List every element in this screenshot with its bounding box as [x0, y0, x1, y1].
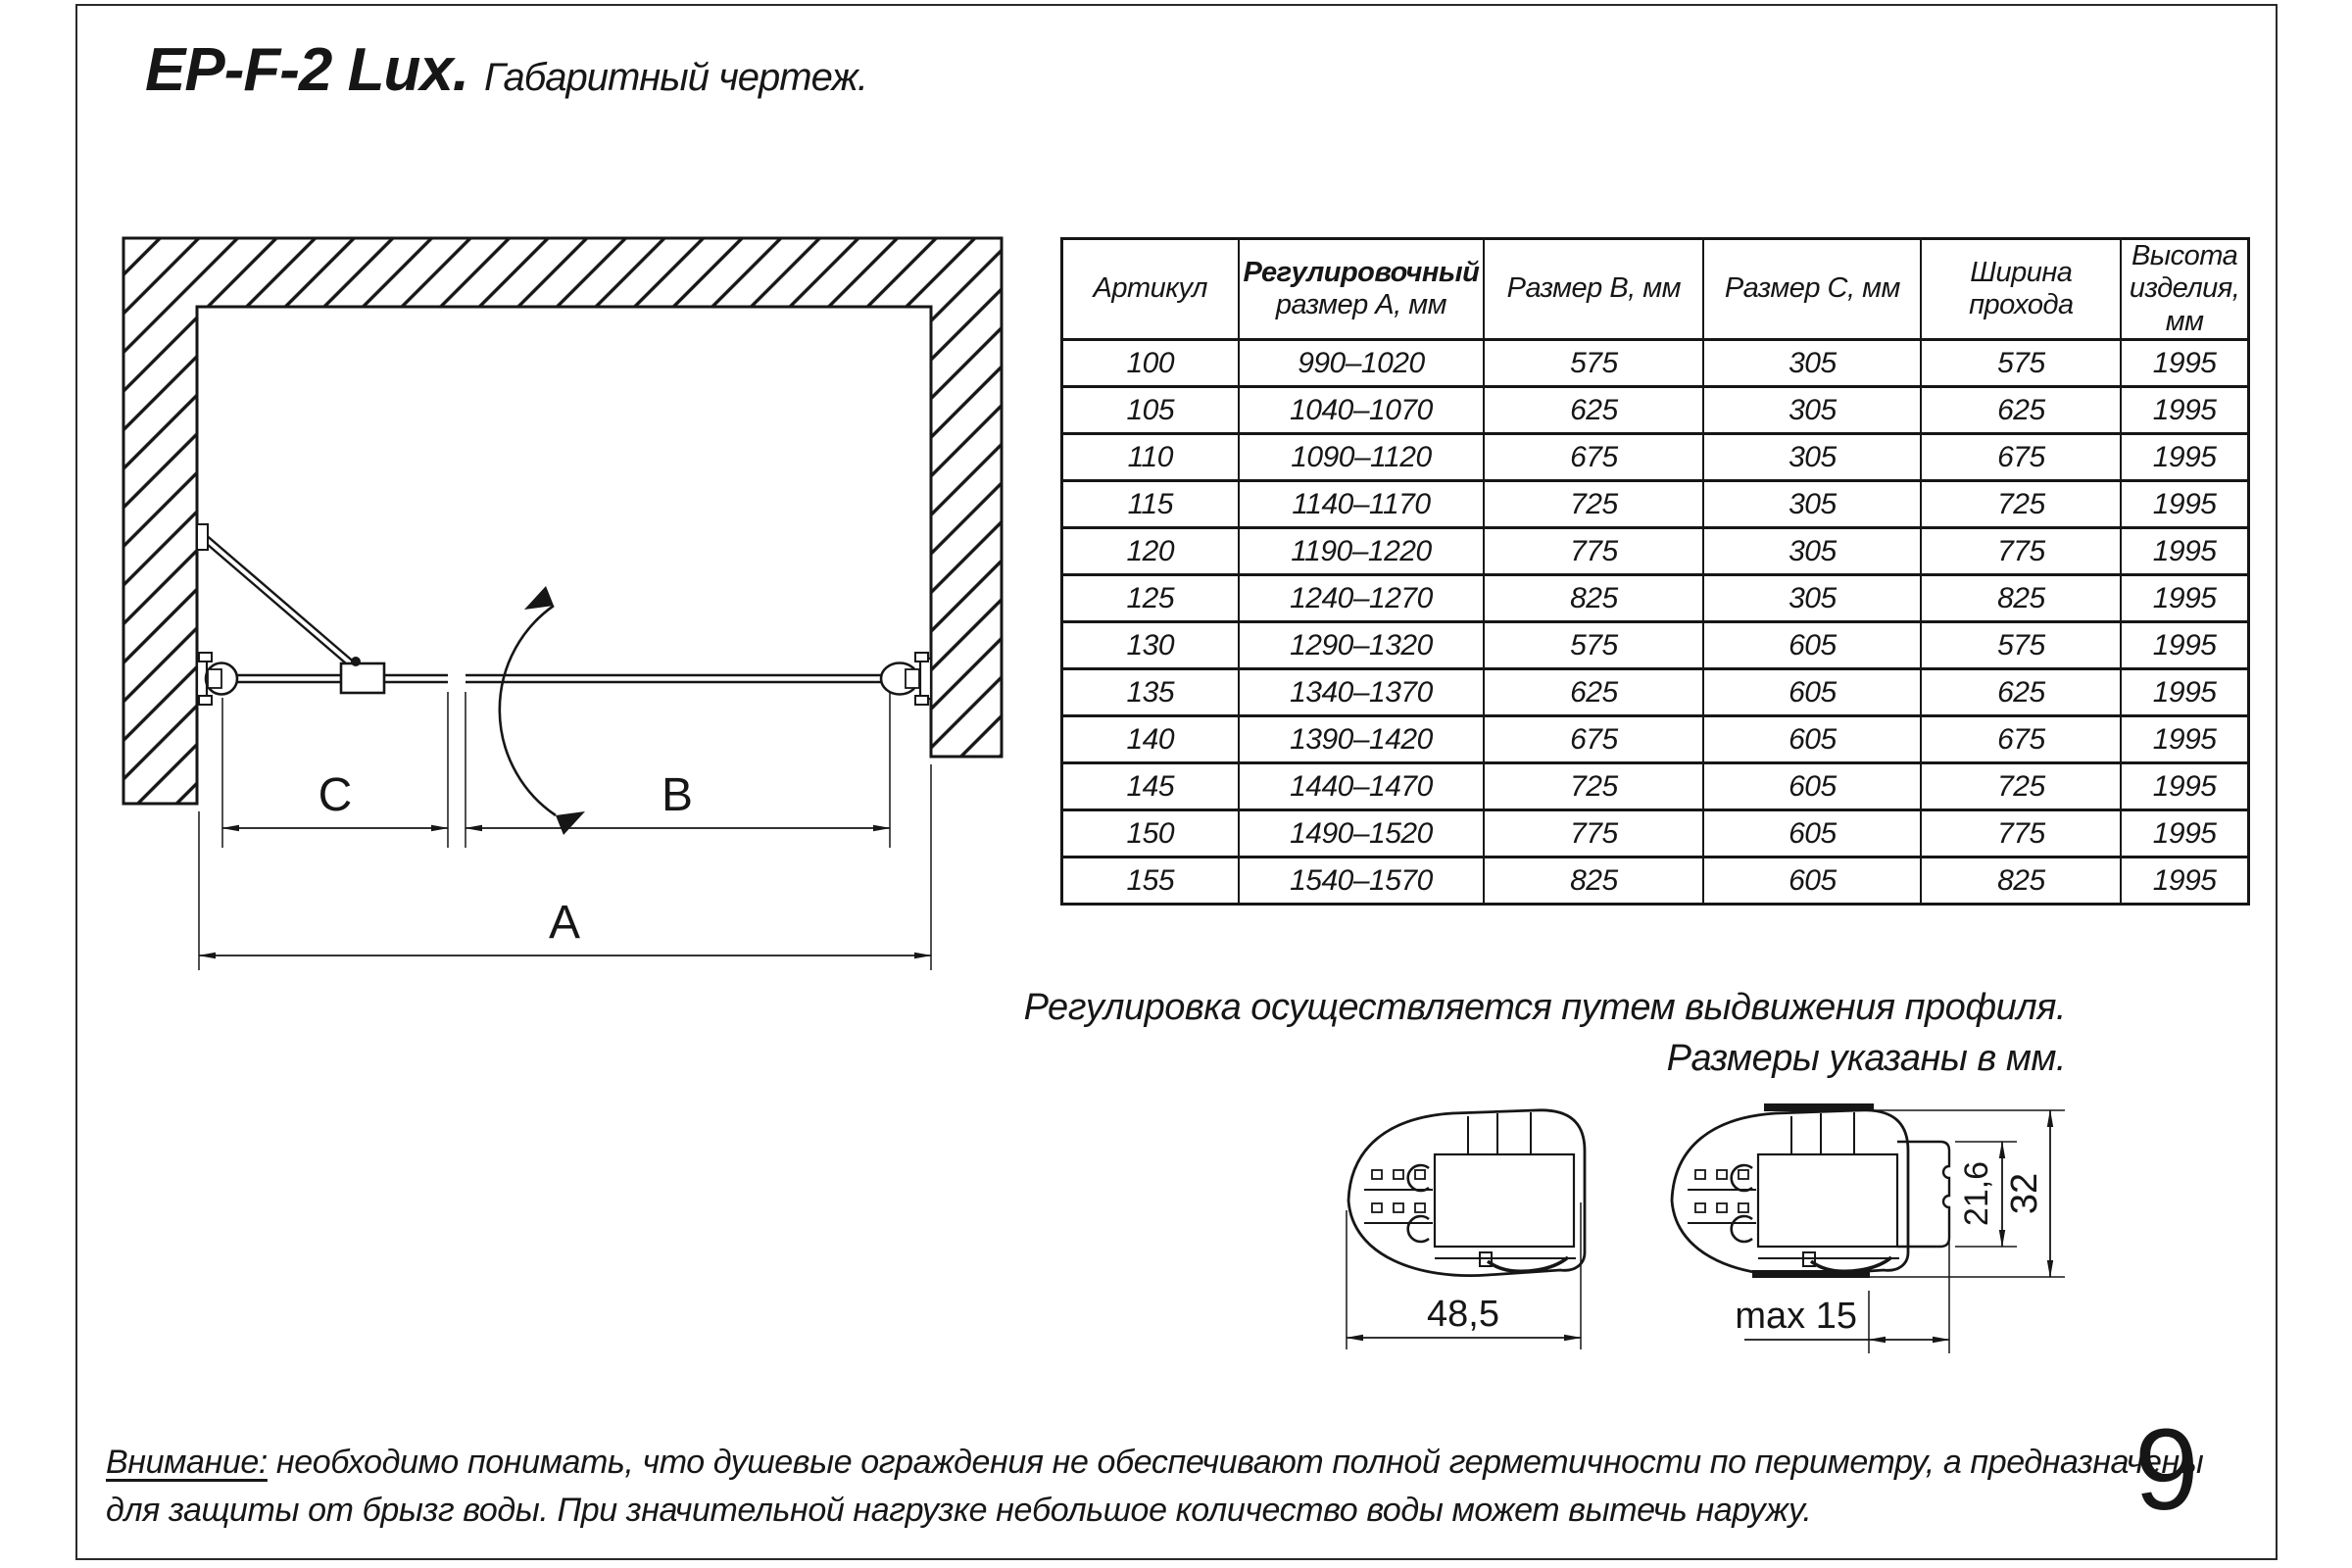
cell-article: 110 — [1062, 434, 1239, 481]
cell-passage: 575 — [1921, 340, 2121, 387]
cell-size-c: 605 — [1703, 858, 1921, 905]
cell-size-a: 1240–1270 — [1239, 575, 1485, 622]
title-subtitle: Габаритный чертеж. — [484, 56, 868, 99]
dim-label-b: B — [661, 769, 694, 821]
cell-passage: 625 — [1921, 387, 2121, 434]
pivot-block — [341, 657, 384, 693]
cell-size-a: 1490–1520 — [1239, 810, 1485, 858]
cell-size-b: 575 — [1484, 622, 1703, 669]
cell-article: 140 — [1062, 716, 1239, 763]
warning-line-1: Внимание: необходимо понимать, что душевые ограждения не обеспечивают полной герметичности по периметру, а предназначены — [106, 1444, 2204, 1481]
table-header-row — [1062, 239, 2249, 340]
cell-height: 1995 — [2121, 528, 2248, 575]
right-wall-bracket — [881, 653, 931, 705]
warning-text — [106, 1439, 2203, 1535]
wall-hatching — [123, 238, 1002, 804]
dim-label-21-6: 21,6 — [1958, 1160, 1995, 1227]
cell-article: 125 — [1062, 575, 1239, 622]
cell-height: 1995 — [2121, 340, 2248, 387]
cell-article: 155 — [1062, 858, 1239, 905]
cell-height: 1995 — [2121, 575, 2248, 622]
cell-size-b: 625 — [1484, 387, 1703, 434]
cell-size-a: 1140–1170 — [1239, 481, 1485, 528]
table-row — [1062, 481, 2249, 528]
cell-size-b: 825 — [1484, 575, 1703, 622]
cell-passage: 675 — [1921, 716, 2121, 763]
cell-size-b: 725 — [1484, 763, 1703, 810]
table-row — [1062, 810, 2249, 858]
note-line-2: Размеры указаны в мм. — [1666, 1038, 2066, 1079]
table-row — [1062, 716, 2249, 763]
dim-label-32: 32 — [2004, 1172, 2045, 1215]
cell-size-c: 305 — [1703, 340, 1921, 387]
cell-size-c: 605 — [1703, 669, 1921, 716]
table-row — [1062, 434, 2249, 481]
cell-article: 100 — [1062, 340, 1239, 387]
table-row — [1062, 340, 2249, 387]
table-row — [1062, 575, 2249, 622]
cell-size-a: 990–1020 — [1239, 340, 1485, 387]
table-row — [1062, 858, 2249, 905]
cell-height: 1995 — [2121, 387, 2248, 434]
cell-size-c: 605 — [1703, 622, 1921, 669]
warning-label: Внимание: — [106, 1444, 268, 1481]
cell-height: 1995 — [2121, 858, 2248, 905]
col-size-c: Размер С, мм — [1703, 239, 1921, 340]
table-row — [1062, 528, 2249, 575]
model-name: EP-F-2 Lux. — [145, 36, 469, 104]
cell-size-c: 605 — [1703, 810, 1921, 858]
door-swing-arc — [500, 586, 585, 835]
cell-passage: 825 — [1921, 858, 2121, 905]
profile-sections — [1323, 1073, 2107, 1367]
cell-passage: 775 — [1921, 528, 2121, 575]
cell-size-a: 1340–1370 — [1239, 669, 1485, 716]
page-title — [145, 35, 867, 105]
cell-size-c: 605 — [1703, 716, 1921, 763]
cell-size-b: 775 — [1484, 810, 1703, 858]
cell-size-a: 1090–1120 — [1239, 434, 1485, 481]
col-size-a: Регулировочный размер А, мм — [1239, 239, 1485, 340]
cell-passage: 625 — [1921, 669, 2121, 716]
cell-size-b: 575 — [1484, 340, 1703, 387]
cell-size-a: 1440–1470 — [1239, 763, 1485, 810]
col-height: Высота изделия, мм — [2121, 239, 2248, 340]
table-body — [1062, 340, 2249, 905]
cell-passage: 575 — [1921, 622, 2121, 669]
dim-label-max-15: max 15 — [1735, 1296, 1857, 1337]
cell-height: 1995 — [2121, 810, 2248, 858]
cell-size-c: 605 — [1703, 763, 1921, 810]
cell-passage: 725 — [1921, 481, 2121, 528]
table-row — [1062, 387, 2249, 434]
table-row — [1062, 763, 2249, 810]
cell-article: 130 — [1062, 622, 1239, 669]
profile-left — [1348, 1110, 1585, 1276]
cell-article: 115 — [1062, 481, 1239, 528]
cell-size-b: 725 — [1484, 481, 1703, 528]
cell-size-b: 675 — [1484, 434, 1703, 481]
cell-passage: 675 — [1921, 434, 2121, 481]
col-passage: Ширина прохода — [1921, 239, 2121, 340]
cell-height: 1995 — [2121, 622, 2248, 669]
cell-size-a: 1290–1320 — [1239, 622, 1485, 669]
cell-height: 1995 — [2121, 434, 2248, 481]
cell-size-c: 305 — [1703, 528, 1921, 575]
cell-size-c: 305 — [1703, 434, 1921, 481]
cell-passage: 825 — [1921, 575, 2121, 622]
note-line-1: Регулировка осуществляется путем выдвижения профиля. — [1023, 987, 2066, 1028]
glass-line — [229, 675, 894, 682]
dimension-drawing — [98, 216, 1029, 980]
cell-size-a: 1190–1220 — [1239, 528, 1485, 575]
spec-table — [1060, 237, 2250, 906]
cell-size-a: 1040–1070 — [1239, 387, 1485, 434]
cell-size-b: 675 — [1484, 716, 1703, 763]
cell-size-a: 1540–1570 — [1239, 858, 1485, 905]
cell-size-b: 625 — [1484, 669, 1703, 716]
profile-right — [1672, 1103, 1949, 1278]
cell-size-c: 305 — [1703, 575, 1921, 622]
cell-article: 150 — [1062, 810, 1239, 858]
cell-size-b: 825 — [1484, 858, 1703, 905]
cell-size-c: 305 — [1703, 481, 1921, 528]
dim-label-a: A — [548, 897, 581, 949]
left-wall-bracket — [197, 653, 237, 705]
cell-height: 1995 — [2121, 669, 2248, 716]
adjustment-notes — [1024, 982, 2066, 1084]
open-door-panel — [197, 524, 357, 669]
dim-label-48-5: 48,5 — [1427, 1294, 1499, 1335]
cell-article: 120 — [1062, 528, 1239, 575]
table-row — [1062, 622, 2249, 669]
cell-article: 135 — [1062, 669, 1239, 716]
warning-line-2: для защиты от брызг воды. При значительной нагрузке небольшое количество воды может вытечь наружу. — [106, 1492, 1812, 1529]
col-article: Артикул — [1062, 239, 1239, 340]
cell-passage: 775 — [1921, 810, 2121, 858]
cell-passage: 725 — [1921, 763, 2121, 810]
cell-size-a: 1390–1420 — [1239, 716, 1485, 763]
cell-height: 1995 — [2121, 716, 2248, 763]
dim-label-c: C — [318, 769, 353, 821]
cell-article: 145 — [1062, 763, 1239, 810]
cell-size-c: 305 — [1703, 387, 1921, 434]
table-row — [1062, 669, 2249, 716]
cell-height: 1995 — [2121, 481, 2248, 528]
col-size-b: Размер В, мм — [1484, 239, 1703, 340]
cell-size-b: 775 — [1484, 528, 1703, 575]
cell-article: 105 — [1062, 387, 1239, 434]
cell-height: 1995 — [2121, 763, 2248, 810]
page-number: 9 — [2134, 1405, 2199, 1535]
